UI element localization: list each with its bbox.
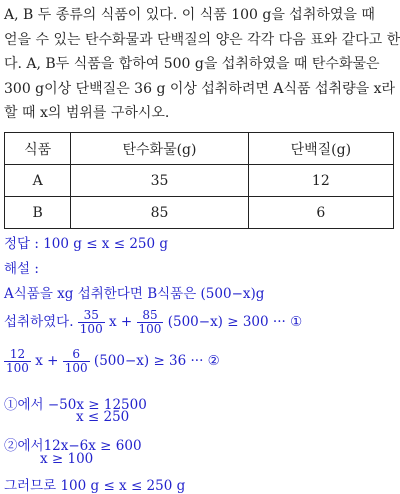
cell-carbs-a: 35 <box>71 165 248 197</box>
table-row <box>5 165 394 197</box>
cell-protein-b: 6 <box>248 197 393 229</box>
solution-step-4b: x ≤ 250 <box>76 409 130 425</box>
step3-mid: x + <box>35 353 59 369</box>
table-row <box>5 197 394 229</box>
fraction-denominator: 100 <box>64 361 88 375</box>
fraction-numerator: 6 <box>63 348 90 362</box>
cell-food-b: B <box>5 197 71 229</box>
cell-protein-a: 12 <box>248 165 393 197</box>
cell-food-a: A <box>5 165 71 197</box>
question-line-5: 할 때 x의 범위를 구하시오. <box>4 105 170 121</box>
header-food: 식품 <box>5 133 71 165</box>
fraction-85-100 <box>137 309 164 336</box>
fraction-denominator: 100 <box>138 322 162 336</box>
fraction-numerator: 35 <box>78 309 105 323</box>
solution-step-2 <box>4 309 302 336</box>
step2-mid: x + <box>109 314 133 330</box>
step2-suffix: (500−x) ≥ 300 ··· ① <box>167 314 303 330</box>
solution-step-4a: ①에서 −50x ≥ 12500 <box>4 397 147 413</box>
fraction-numerator: 85 <box>137 309 164 323</box>
nutrition-table <box>4 132 394 229</box>
explain-label: 해설 : <box>4 261 39 277</box>
solution-step-5a: ②에서12x−6x ≥ 600 <box>4 438 142 454</box>
question-line-4: 300 g이상 단백질은 36 g 이상 섭취하려면 A식품 섭취량을 x라 <box>4 80 395 97</box>
cell-carbs-b: 85 <box>71 197 248 229</box>
fraction-numerator: 12 <box>4 348 31 362</box>
fraction-6-100 <box>63 348 90 375</box>
answer: 정답 : 100 g ≤ x ≤ 250 g <box>4 236 169 252</box>
step2-prefix: 섭취하였다. <box>4 314 74 330</box>
header-protein: 단백질(g) <box>248 133 393 165</box>
question-line-1: A, B 두 종류의 식품이 있다. 이 식품 100 g을 섭취하였을 때 <box>4 7 375 23</box>
conclusion: 그러므로 100 g ≤ x ≤ 250 g <box>4 478 186 494</box>
solution-step-3 <box>4 348 220 375</box>
fraction-denominator: 100 <box>79 322 103 336</box>
question-line-3: 다. A, B두 식품을 합하여 500 g을 섭취하였을 때 탄수화물은 <box>4 56 380 72</box>
question-text <box>4 3 398 126</box>
fraction-35-100 <box>78 309 105 336</box>
fraction-denominator: 100 <box>6 361 29 375</box>
fraction-12-100 <box>4 348 31 375</box>
header-carbs: 탄수화물(g) <box>71 133 248 165</box>
table-header-row <box>5 133 394 165</box>
question-line-2: 얻을 수 있는 탄수화물과 단백질의 양은 각각 다음 표와 같다고 한 <box>4 31 400 48</box>
solution-step-1: A식품을 xg 섭취한다면 B식품은 (500−x)g <box>4 286 265 302</box>
solution-step-5b: x ≥ 100 <box>40 451 94 467</box>
step3-suffix: (500−x) ≥ 36 ··· ② <box>93 353 220 369</box>
